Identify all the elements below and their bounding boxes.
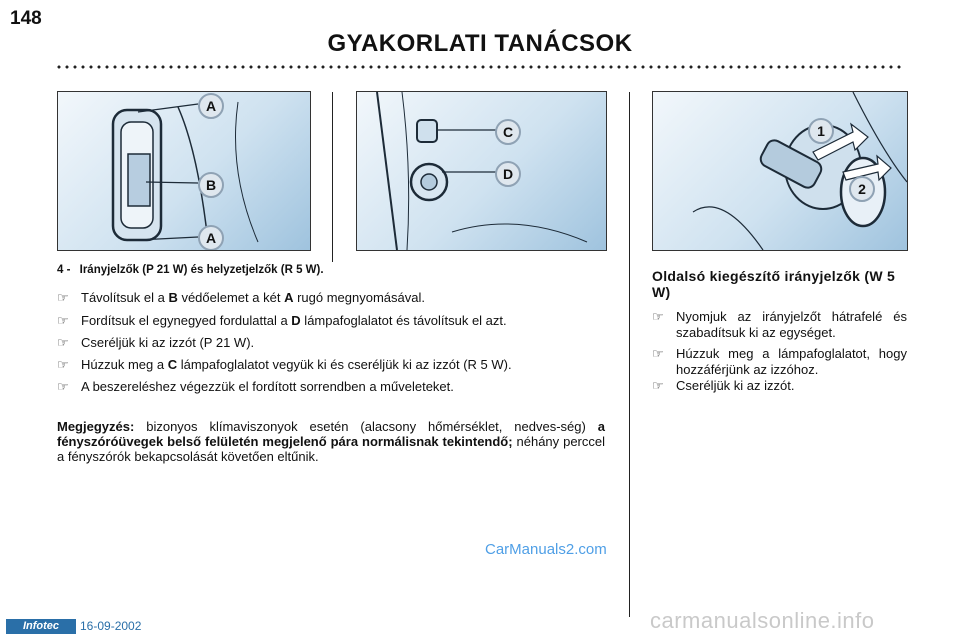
callout-b: B (198, 172, 224, 198)
section-heading-left (57, 264, 324, 276)
step-text: lámpafoglalatot vegyük ki és cseréljük ki az izzót (R 5 W). (177, 357, 512, 372)
pointing-hand-icon: ☞ (57, 335, 69, 350)
pointing-hand-icon: ☞ (57, 379, 69, 394)
step-text: Távolítsuk el a (81, 290, 169, 305)
page-number: 148 (10, 8, 42, 29)
part-ref: A (284, 290, 294, 305)
note-paragraph (57, 419, 605, 464)
bulb-holders-illustration (357, 92, 606, 250)
callout-a-top: A (198, 93, 224, 119)
pointing-hand-icon: ☞ (57, 313, 69, 328)
step-text: Cseréljük ki az izzót (P 21 W). (81, 335, 255, 350)
section-number: 4 - (57, 264, 71, 276)
callout-d: D (495, 161, 521, 187)
step-text: Húzzuk meg a (81, 357, 168, 372)
pointing-hand-icon: ☞ (57, 290, 69, 305)
note-emphasis: a fényszóróüvegek belső felületén megjelenő pára normálisnak tekintendő; (57, 419, 605, 449)
side-instruction-3 (652, 378, 907, 394)
side-instruction-1 (652, 309, 907, 341)
step-text: védőelemet a két (177, 290, 285, 305)
column-divider-right (629, 92, 630, 617)
pointing-hand-icon: ☞ (652, 309, 664, 324)
callout-1: 1 (808, 118, 834, 144)
step-text: rugó megnyomásával. (293, 290, 425, 305)
step-text: Fordítsuk el egynegyed fordulattal a (81, 313, 292, 328)
rear-light-cover-illustration (58, 92, 310, 250)
instruction-3 (57, 335, 617, 351)
step-text: Húzzuk meg a lámpafoglalatot, hogy hozzáférjünk az izzóhoz. (676, 346, 907, 377)
figure-side-indicator (652, 91, 908, 251)
side-instruction-2 (652, 346, 907, 378)
column-divider (332, 92, 333, 262)
side-indicator-illustration (653, 92, 907, 250)
instruction-5 (57, 379, 617, 395)
callout-2: 2 (849, 176, 875, 202)
print-date: 16-09-2002 (80, 619, 142, 633)
pointing-hand-icon: ☞ (57, 357, 69, 372)
dotted-divider (55, 64, 905, 70)
pointing-hand-icon: ☞ (652, 378, 664, 393)
step-text: A beszereléshez végezzük el fordított sorrendben a műveleteket. (81, 379, 454, 394)
figure-rear-light-cover (57, 91, 311, 251)
part-ref: C (167, 357, 178, 372)
instruction-1 (57, 290, 617, 306)
note-text: néhány perccel a fényszórók bekapcsolását követően eltűnik. (57, 434, 605, 464)
step-text: Nyomjuk az irányjelzőt hátrafelé és szabadítsuk ki az egységet. (676, 309, 907, 340)
pointing-hand-icon: ☞ (652, 346, 664, 361)
instruction-2 (57, 313, 617, 329)
part-ref: B (168, 290, 178, 305)
watermark-text: carmanualsonline.info (650, 608, 875, 633)
section-title: Irányjelzők (P 21 W) és helyzetjelzők (R 5 W). (79, 264, 324, 276)
figure-bulb-holders (356, 91, 607, 251)
note-label: Megjegyzés: (57, 419, 135, 434)
section-heading-right: Oldalsó kiegészítő irányjelzők (W 5 W) (652, 268, 896, 300)
step-text: Cseréljük ki az izzót. (676, 378, 795, 393)
instruction-4 (57, 357, 627, 373)
part-ref: D (291, 313, 301, 328)
brand-logo: Infotec (6, 619, 76, 634)
watermark-link[interactable]: CarManuals2.com (485, 541, 607, 558)
callout-c: C (495, 119, 521, 145)
step-text: lámpafoglalatot és távolítsuk el azt. (300, 313, 507, 328)
note-text: bizonyos klímaviszonyok esetén (alacsony hőmérséklet, nedves-ség) (134, 419, 598, 434)
callout-a-bottom: A (198, 225, 224, 251)
page-title: GYAKORLATI TANÁCSOK (327, 30, 633, 57)
